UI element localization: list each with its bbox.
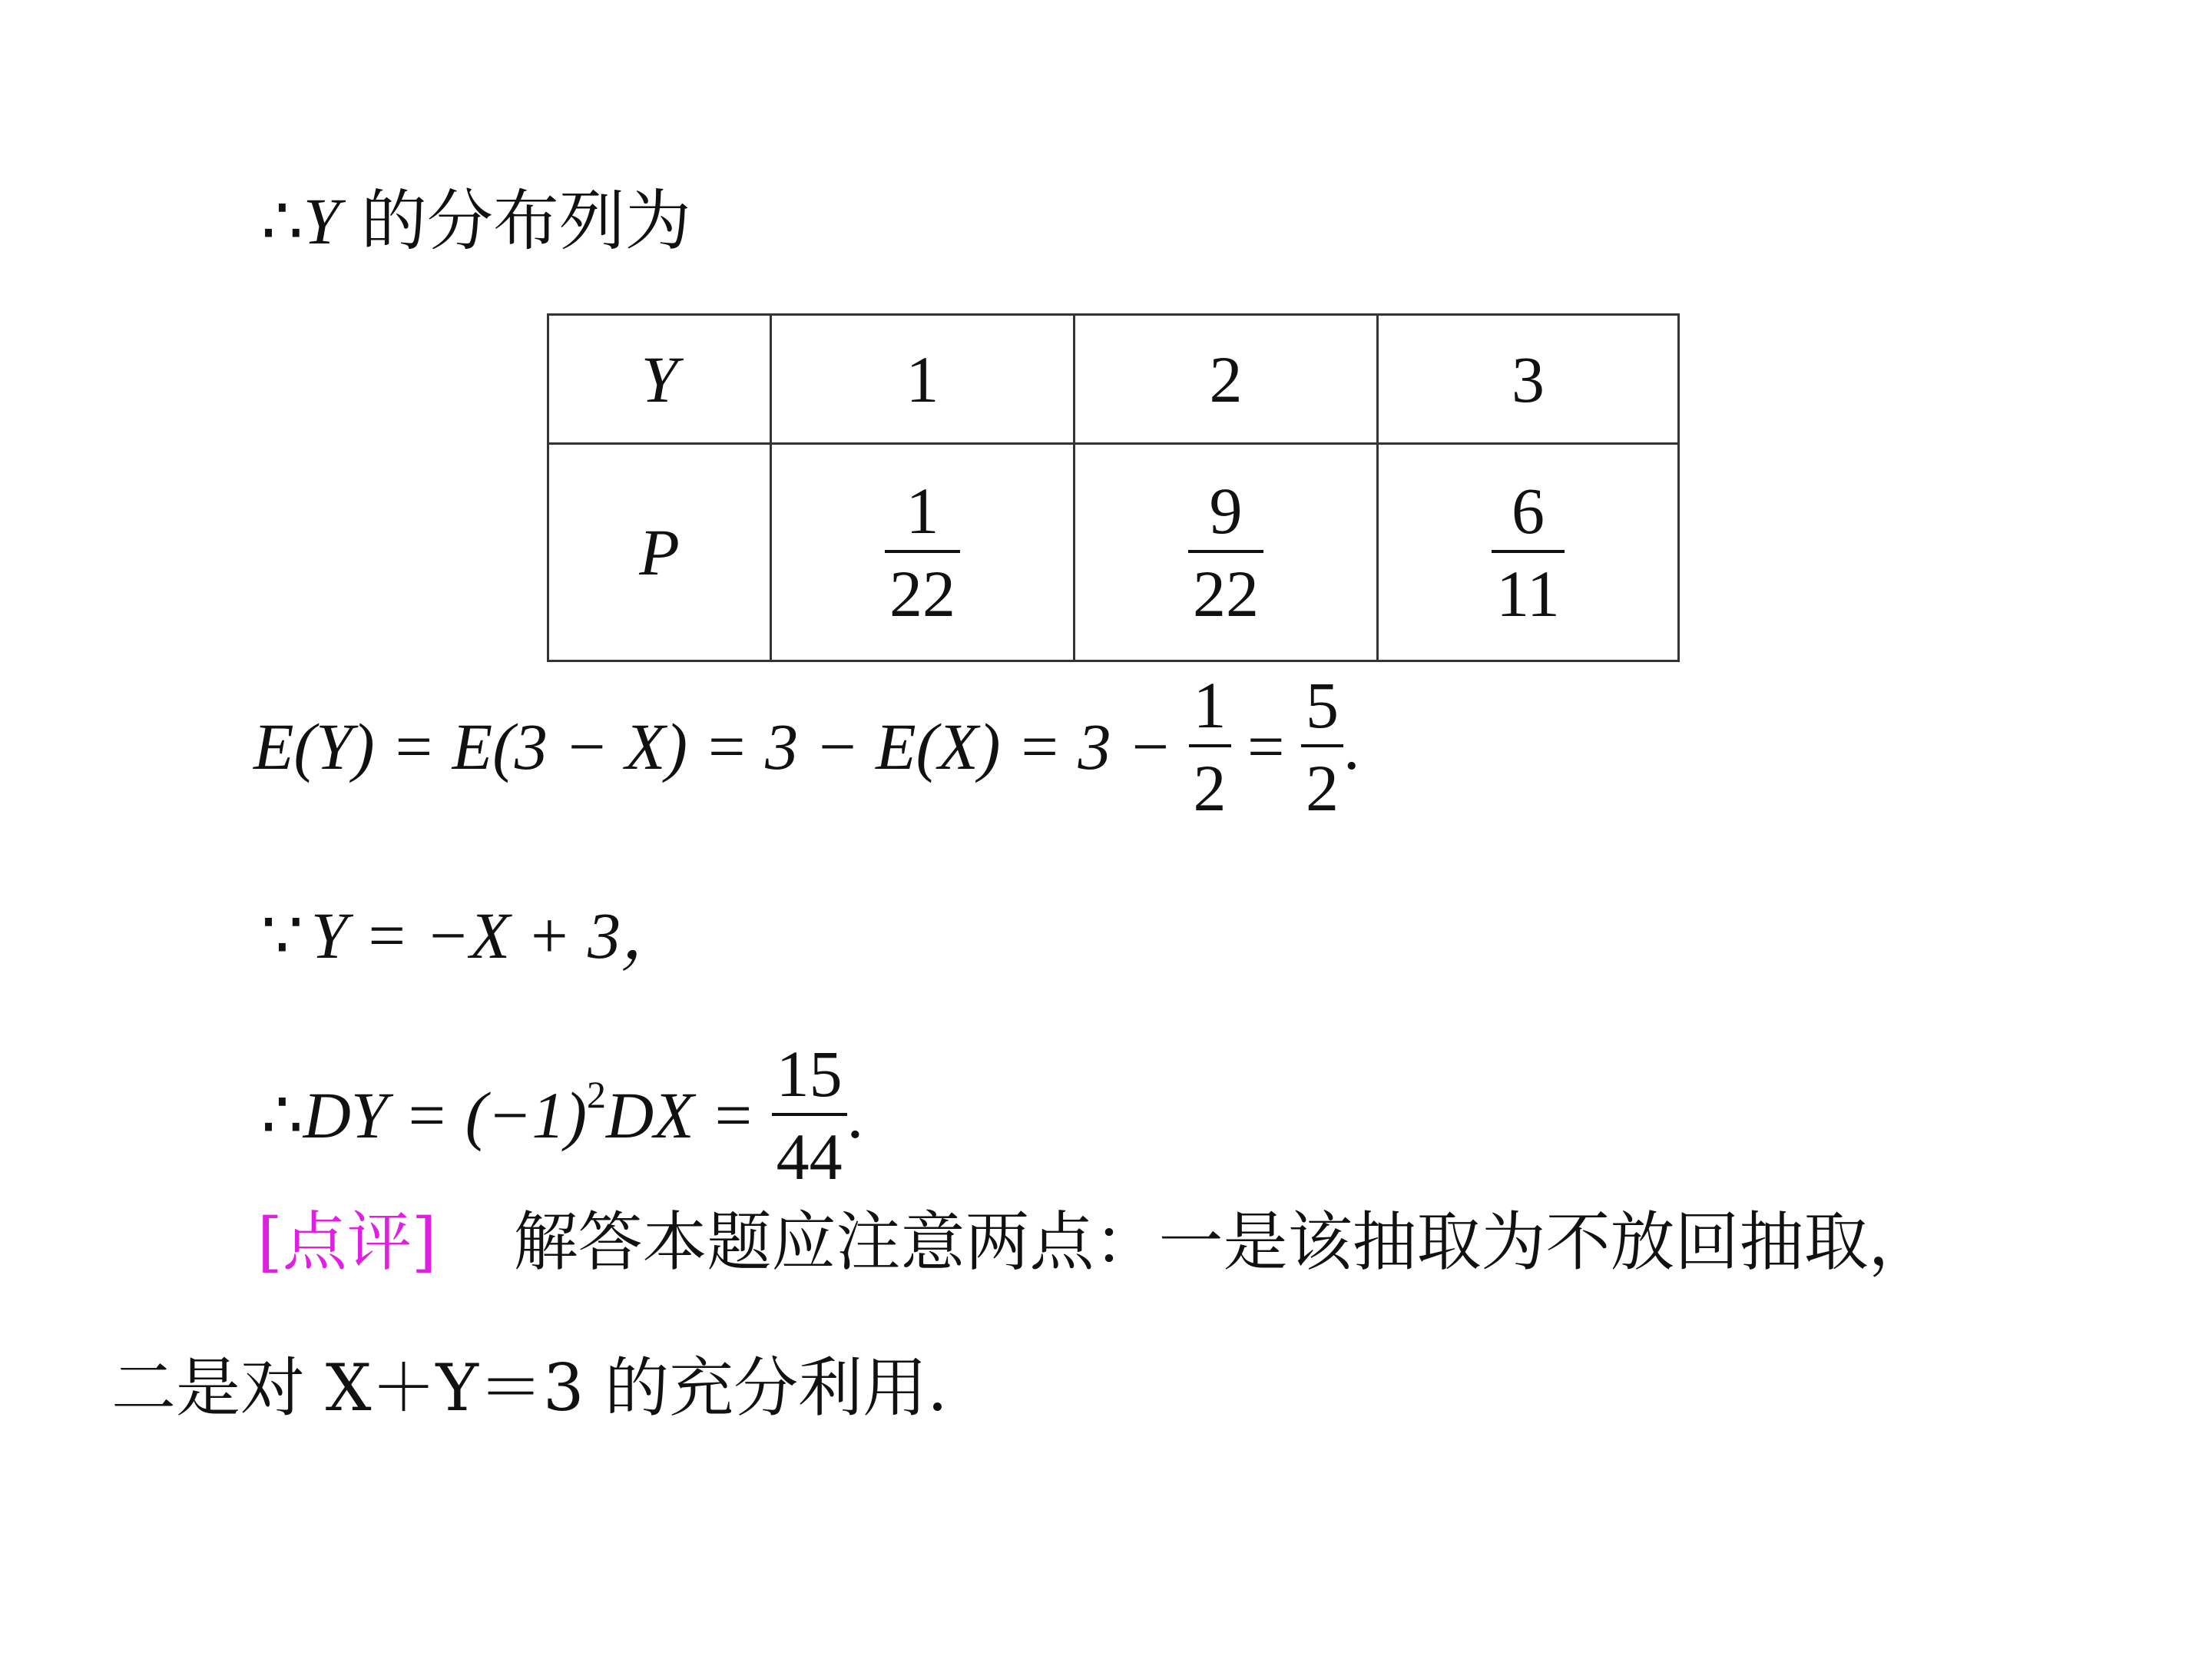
table-row-values: [548, 315, 1679, 444]
because-symbol: ∵: [261, 897, 303, 974]
fraction-numerator: 1: [1189, 672, 1231, 747]
fraction-denominator: 22: [889, 557, 955, 631]
because-line: [261, 897, 687, 974]
table-cell-prob-3: [1378, 444, 1679, 661]
fraction: [885, 474, 960, 631]
table-header-y: Y: [548, 315, 771, 444]
fraction-fifteen-fortyfour: [772, 1037, 847, 1194]
table-row-probabilities: [548, 444, 1679, 661]
variance-line: [261, 1037, 864, 1194]
table-cell-value-2: 2: [1075, 315, 1378, 444]
expectation-line: [253, 668, 1360, 825]
variance-mid: DX =: [606, 1078, 772, 1152]
period: .: [846, 1078, 864, 1152]
because-expression: Y = −X + 3，: [310, 899, 687, 972]
equals-sign: =: [1230, 710, 1302, 783]
therefore-symbol: ∴: [261, 183, 303, 260]
expectation-lhs: E(Y) = E(3 − X) = 3 − E(X) = 3 −: [253, 710, 1189, 783]
comment-line-2: [111, 1350, 948, 1426]
variance-lhs: DY = (−1): [303, 1078, 587, 1152]
comment-line-1: [257, 1204, 1933, 1280]
fraction-denominator: 2: [1306, 751, 1339, 825]
fraction: [1492, 474, 1565, 631]
fraction-denominator: 2: [1193, 751, 1227, 825]
comment-tag: [点评]: [257, 1204, 437, 1280]
period: .: [1343, 710, 1360, 783]
fraction-one-half: [1189, 668, 1231, 825]
table-cell-prob-1: [771, 444, 1075, 661]
fraction-numerator: 1: [885, 478, 960, 553]
fraction-numerator: 9: [1188, 478, 1263, 553]
exponent: 2: [587, 1073, 606, 1117]
fraction-five-halves: [1301, 668, 1343, 825]
table-cell-value-1: 1: [771, 315, 1075, 444]
fraction-numerator: 5: [1301, 672, 1343, 747]
intro-line: [261, 183, 691, 260]
table-header-p: P: [548, 444, 771, 661]
fraction-denominator: 44: [776, 1120, 843, 1194]
table-cell-prob-2: [1075, 444, 1378, 661]
fraction: [1188, 474, 1263, 631]
fraction-numerator: 6: [1492, 478, 1565, 553]
comment-text: 解答本题应注意两点：一是该抽取为不放回抽取，: [513, 1204, 1933, 1280]
fraction-denominator: 11: [1496, 557, 1560, 631]
variable-y: Y: [303, 184, 340, 258]
comment-text-2: 二是对 X＋Y＝3 的充分利用.: [111, 1350, 948, 1426]
table-cell-value-3: 3: [1378, 315, 1679, 444]
fraction-denominator: 22: [1193, 557, 1259, 631]
intro-text: 的分布列为: [339, 183, 691, 260]
fraction-numerator: 15: [772, 1041, 847, 1116]
therefore-symbol: ∴: [261, 1077, 303, 1154]
distribution-table: [547, 313, 1680, 662]
